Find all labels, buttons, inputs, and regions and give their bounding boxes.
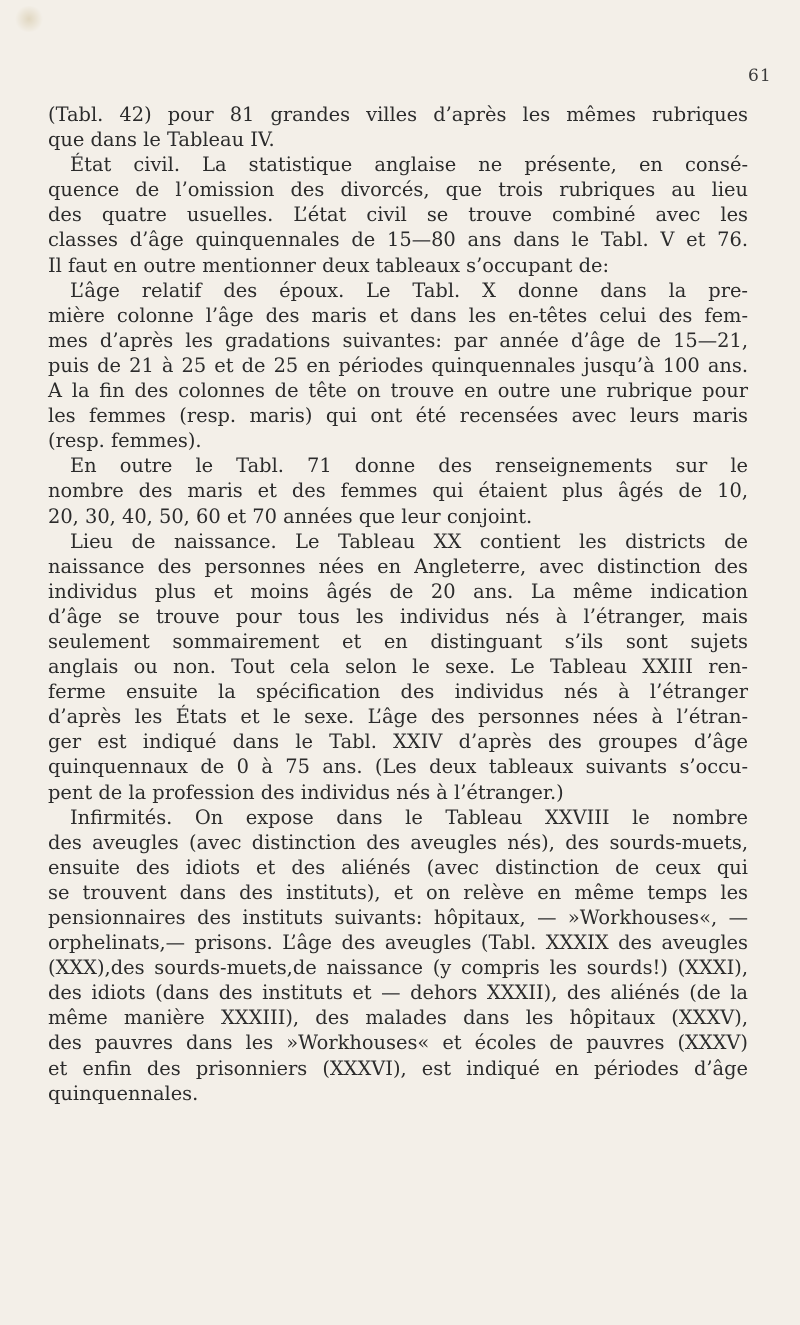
text-line: et enfin des prisonniers (XXXVI), est indiqué en périodes d’âge [48,1056,748,1080]
text-line: quinquennales. [48,1081,199,1105]
text-line: mes d’après les gradations suivantes: par année d’âge de 15—21, [48,328,748,352]
text-line: mière colonne l’âge des maris et dans les en-têtes celui des fem- [48,303,748,327]
text-line: État civil. La statistique anglaise ne présente, en consé- [70,153,748,177]
text-line: naissance des personnes nées en Angleterre, avec distinction des [48,554,748,578]
text-line: A la fin des colonnes de tête on trouve en outre une rubrique pour [48,379,748,403]
text-line: individus plus et moins âgés de 20 ans. La même indication [48,579,748,603]
text-line: ger est indiqué dans le Tabl. XXIV d’après des groupes d’âge [48,730,748,754]
text-line: nombre des maris et des femmes qui étaient plus âgés de 10, [48,479,748,503]
text-line: Lieu de naissance. Le Tableau XX contient les districts de [70,529,748,553]
text-line: orphelinats,— prisons. L’âge des aveugles (Tabl. XXXIX des aveugles [48,931,748,955]
text-line: ensuite des idiots et des aliénés (avec distinction de ceux qui [48,855,748,879]
text-line: pensionnaires des instituts suivants: hôpitaux, — »Workhouses«, — [48,906,748,929]
text-line: Il faut en outre mentionner deux tableaux s’occupant de: [48,253,610,277]
text-line: d’âge se trouve pour tous les individus nés à l’étranger, mais [48,604,748,628]
text-line: classes d’âge quinquennales de 15—80 ans dans le Tabl. V et 76. [48,228,748,252]
text-line: En outre le Tabl. 71 donne des renseignements sur le [70,454,748,478]
paper-stain [14,6,44,32]
page-number: 61 [748,66,772,86]
text-line: des idiots (dans des instituts et — dehors XXXII), des aliénés (de la [48,981,748,1005]
text-line: L’âge relatif des époux. Le Tabl. X donne dans la pre- [70,278,748,302]
text-line: seulement sommairement et en distinguant s’ils sont sujets [48,629,748,653]
text-line: des aveugles (avec distinction des aveugles nés), des sourds-muets, [48,830,748,854]
text-line: anglais ou non. Tout cela selon le sexe. Le Tableau XXIII ren- [48,655,748,679]
text-line: quinquennaux de 0 à 75 ans. (Les deux tableaux suivants s’occu- [48,755,748,779]
text-line: quence de l’omission des divorcés, que trois rubriques au lieu [48,178,748,202]
text-line: (XXX),des sourds-muets,de naissance (y compris les sourds!) (XXXI), [48,956,748,980]
text-line: Infirmités. On expose dans le Tableau XXVIII le nombre [70,805,748,829]
text-line: les femmes (resp. maris) qui ont été recensées avec leurs maris [48,404,748,428]
text-line: (resp. femmes). [48,429,202,453]
text-line: ferme ensuite la spécification des individus nés à l’étranger [48,680,748,704]
body-text [48,102,748,1106]
text-line: (Tabl. 42) pour 81 grandes villes d’après les mêmes rubriques [48,103,748,126]
text-line: d’après les États et le sexe. L’âge des personnes nées à l’étran- [48,705,748,729]
text-line: pent de la profession des individus nés à l’étranger.) [48,780,564,804]
text-line: puis de 21 à 25 et de 25 en périodes quinquennales jusqu’à 100 ans. [48,353,748,377]
text-line: que dans le Tableau IV. [48,128,275,152]
text-line: 20, 30, 40, 50, 60 et 70 années que leur conjoint. [48,504,533,528]
text-line: même manière XXXIII), des malades dans les hôpitaux (XXXV), [48,1006,748,1030]
text-line: des quatre usuelles. L’état civil se trouve combiné avec les [48,203,748,227]
text-line: se trouvent dans des instituts), et on relève en même temps les [48,880,748,904]
text-line: des pauvres dans les »Workhouses« et écoles de pauvres (XXXV) [48,1031,748,1055]
